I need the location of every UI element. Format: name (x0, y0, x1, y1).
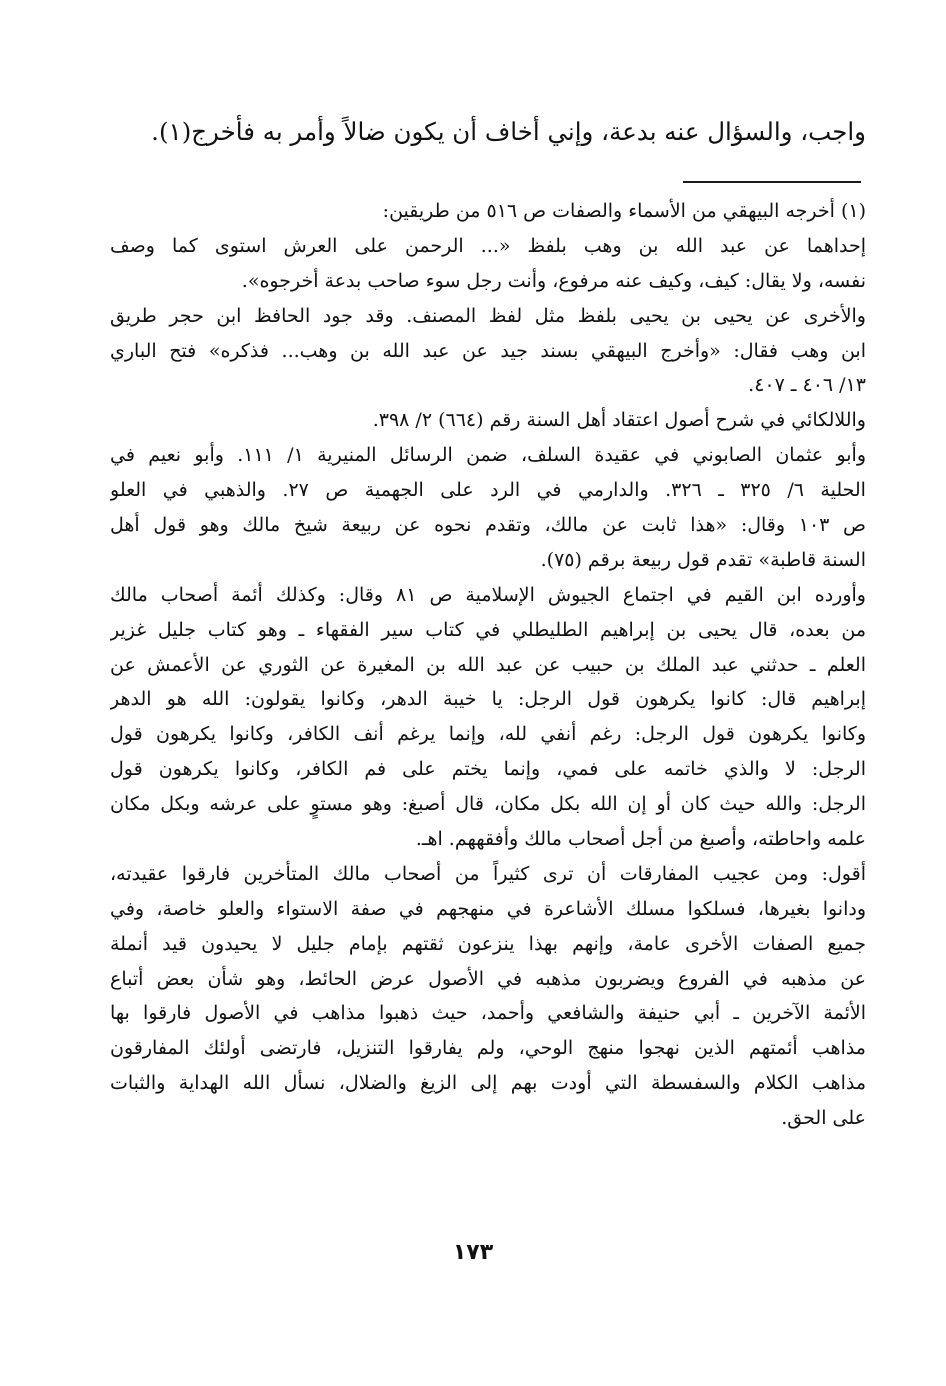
footnote-line: والأخرى عن يحيى بن يحيى بلفظ مثل لفظ المصنف. وقد جود الحافظ ابن حجر طريق (110, 304, 866, 327)
footnote-line: أقول: ومن عجيب المفارقات أن ترى كثيراً من أصحاب مالك المتأخرين فارقوا عقيدته، (110, 862, 866, 885)
footnote-line: ١٣/ ٤٠٦ ـ ٤٠٧. (748, 374, 866, 397)
footnote-line: الأئمة الآخرين ـ أبي حنيفة والشافعي وأحمد، حيث ذهبوا مذاهب في الأصول فارقوا بها (110, 1002, 866, 1025)
footnote-line: وأورده ابن القيم في اجتماع الجيوش الإسلامية ص ٨١ وقال: وكذلك أئمة أصحاب مالك (110, 583, 866, 606)
footnote-line: إحداهما عن عبد الله بن وهب بلفظ «... الرحمن على العرش استوى كما وصف (110, 234, 866, 257)
footnote-line: (١) أخرجه البيهقي من الأسماء والصفات ص ٥١٦ من طريقين: (382, 200, 866, 222)
footnote-line: الرجل: والله حيث كان أو إن الله بكل مكان، قال أصبغ: وهو مستوٍ على عرشه وبكل مكان (110, 793, 866, 816)
footnote-line: واللالكائي في شرح أصول اعتقاد أهل السنة رقم (٦٦٤) ٢/ ٣٩٨. (372, 409, 866, 432)
footnote-line: جميع الصفات الأخرى عامة، وإنهم بهذا ينزعون ثقتهم بإمام جليل لا يحيدون قيد أنملة (110, 932, 866, 955)
footnote-line: مذاهب الكلام والسفسطة التي أودت بهم إلى الزيغ والضلال، نسأل الله الهداية والثبات (110, 1072, 866, 1095)
page-number: ١٧٣ (452, 1240, 494, 1265)
footnote-line: وأبو عثمان الصابوني في عقيدة السلف، ضمن الرسائل المنيرية ١/ ١١١. وأبو نعيم في (110, 444, 866, 467)
footnote-separator (683, 181, 861, 183)
footnote-line: على الحق. (781, 1107, 866, 1130)
footnote-line: ابن وهب فقال: «وأخرج البيهقي بسند جيد عن عبد الله بن وهب... فذكره» فتح الباري (110, 339, 866, 362)
main-text-line: واجب، والسؤال عنه بدعة، وإني أخاف أن يكون ضالاً وأمر به فأخرج(١). (151, 117, 866, 146)
footnote-line: علمه واحاطته، وأصبغ من أجل أصحاب مالك وأفقههم. اهـ. (415, 828, 866, 851)
footnote-line: إبراهيم قال: كانوا يكرهون قول الرجل: يا خيبة الدهر، وكانوا يقولون: الله هو الدهر (110, 688, 866, 711)
footnote-line: مذاهب أئمتهم الذين نهجوا منهج الوحي، ولم يفارقوا التنزيل، فارتضى أولئك المفارقون (110, 1037, 866, 1060)
footnote-line: العلم ـ حدثني عبد الملك بن حبيب عن عبد الله بن المغيرة عن الثوري عن الأعمش عن (110, 653, 866, 676)
footnote-line: ودانوا بغيرها، فسلكوا مسلك الأشاعرة في منهجهم في صفة الاستواء والعلو خاصة، وفي (110, 897, 866, 920)
footnote-line: عن مذهبه في الفروع ويضربون مذهبه في الأصول عرض الحائط، وهو شأن بعض أتباع (110, 967, 866, 990)
footnote-line: ص ١٠٣ وقال: «هذا ثابت عن مالك، وتقدم نحوه عن ربيعة شيخ مالك وهو قول أهل (110, 514, 866, 537)
footnote-line: نفسه، ولا يقال: كيف، وكيف عنه مرفوع، وأنت رجل سوء صاحب بدعة أخرجوه». (241, 269, 866, 292)
footnote-line: الحلية ٦/ ٣٢٥ ـ ٣٢٦. والدارمي في الرد على الجهمية ص ٢٧. والذهبي في العلو (110, 479, 866, 502)
footnote-line: من بعده، قال يحيى بن إبراهيم الطليطلي في كتاب سير الفقهاء ـ وهو كتاب جليل غزير (110, 618, 866, 641)
footnote-line: الرجل: لا والذي خاتمه على فمي، وإنما يختم على فم الكافر، وكانوا يكرهون قول (110, 758, 866, 781)
footnote-line: السنة قاطبة» تقدم قول ربيعة برقم (٧٥). (540, 548, 866, 571)
footnote-line: وكانوا يكرهون قول الرجل: رغم أنفي لله، وإنما يرغم أنف الكافر، وكانوا يكرهون قول (110, 723, 866, 746)
footnotes-block (110, 194, 866, 1136)
